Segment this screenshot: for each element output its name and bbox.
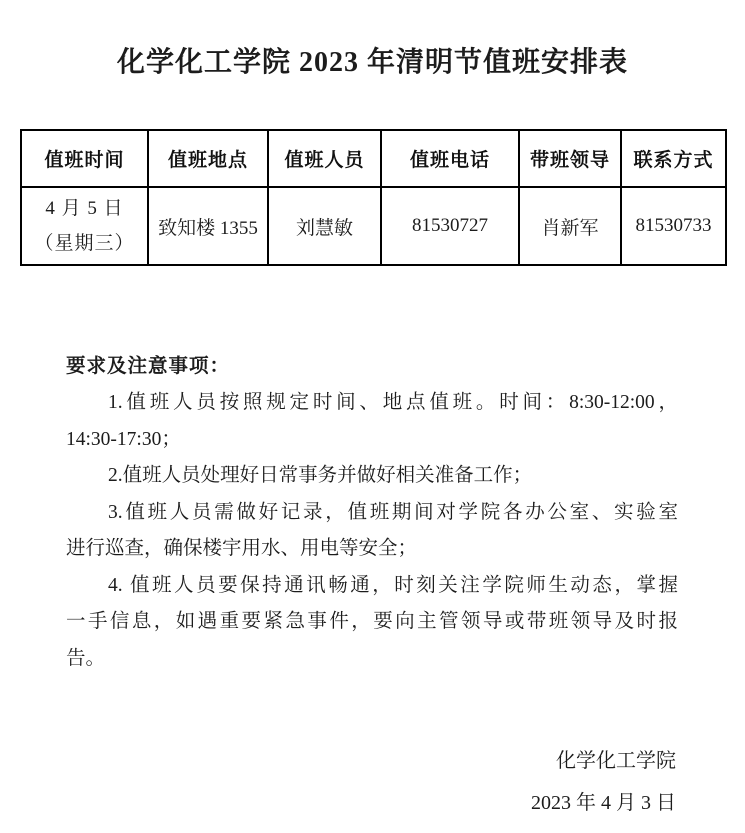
- cell-duty-time: [21, 187, 148, 265]
- note-item-4: [66, 568, 678, 678]
- cell-duty-person: 刘慧敏: [268, 187, 381, 265]
- signature-block: [531, 740, 676, 824]
- note-line: 14:30-17:30；: [66, 428, 181, 450]
- note-line: 告。: [66, 647, 106, 669]
- page-title: 化学化工学院 2023 年清明节值班安排表: [116, 47, 628, 78]
- cell-duty-phone: 81530727: [381, 187, 519, 265]
- header-duty-person: 值班人员: [268, 130, 381, 187]
- signature-date: 2023 年 4 月 3 日: [531, 792, 676, 814]
- header-duty-location: 值班地点: [148, 130, 268, 187]
- note-line: 1.值班人员按照规定时间、地点值班。时间：8:30-12:00，: [108, 392, 678, 413]
- header-duty-phone: 值班电话: [381, 130, 519, 187]
- header-lead-officer: 带班领导: [519, 130, 621, 187]
- table-row: [21, 187, 726, 265]
- note-line: 3.值班人员需做好记录，值班期间对学院各办公室、实验室: [108, 501, 678, 523]
- note-item-3: [66, 495, 678, 568]
- header-duty-time: 值班时间: [21, 130, 148, 187]
- note-line: 进行巡查，确保楼宇用水、用电等安全；: [66, 538, 418, 559]
- note-line: 2.值班人员处理好日常事务并做好相关准备工作；: [108, 465, 533, 486]
- cell-duty-location: 致知楼 1355: [148, 187, 268, 265]
- note-line: 4. 值班人员要保持通讯畅通，时刻关注学院师生动态，掌握: [108, 574, 678, 596]
- table-header-row: [21, 130, 726, 187]
- duty-time-line-1: 4 月 5 日: [45, 198, 124, 219]
- note-item-1: [66, 385, 678, 458]
- notes-section: [66, 348, 678, 677]
- header-contact: 联系方式: [621, 130, 726, 187]
- duty-time-line-2: （星期三）: [34, 233, 135, 254]
- cell-contact: 81530733: [621, 187, 726, 265]
- note-item-2: [66, 458, 678, 495]
- notes-heading: 要求及注意事项：: [66, 356, 231, 377]
- duty-schedule-table: [20, 129, 727, 266]
- note-line: 一手信息，如遇重要紧急事件，要向主管领导或带班领导及时报: [66, 611, 678, 632]
- signature-org: 化学化工学院: [556, 750, 676, 772]
- cell-lead-officer: 肖新军: [519, 187, 621, 265]
